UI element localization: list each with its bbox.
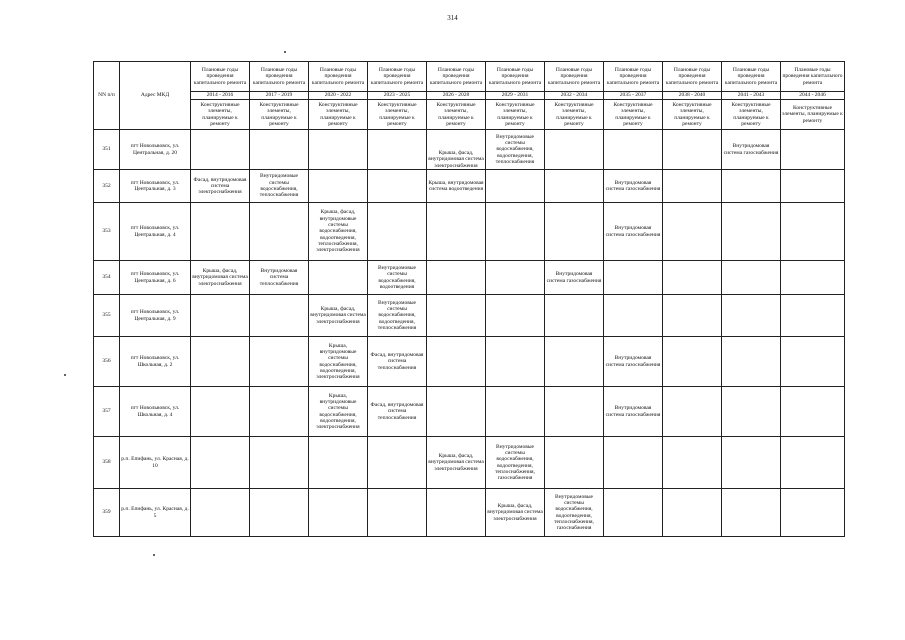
work-cell: Внутридомовая система газоснабжения xyxy=(604,387,663,437)
work-cell xyxy=(722,261,781,295)
work-cell xyxy=(781,130,845,170)
table-row xyxy=(94,130,845,170)
period-label: Плановые годы проведения капитального ремонта xyxy=(781,62,845,92)
row-number: 351 xyxy=(94,130,120,170)
elements-label-row xyxy=(94,100,845,130)
elements-label: Конструктивные элементы, планируемые к ремонту xyxy=(309,100,368,130)
work-cell xyxy=(486,170,545,203)
work-cell: Крыша, внутридомовые системы водоснабжения, водоотведения, электроснабжения xyxy=(309,387,368,437)
work-cell xyxy=(250,387,309,437)
work-cell xyxy=(545,437,604,489)
scan-speck xyxy=(284,51,286,53)
table-row xyxy=(94,489,845,537)
period-label: Плановые годы проведения капитального ремонта xyxy=(722,62,781,92)
row-address: пгт Новольвовск, ул. Школьная, д. 2 xyxy=(120,337,191,387)
work-cell xyxy=(722,203,781,261)
scan-speck xyxy=(64,374,66,376)
work-cell: Внутридомовая система газоснабжения xyxy=(604,337,663,387)
work-cell xyxy=(663,130,722,170)
period-years: 2029 - 2031 xyxy=(486,92,545,100)
work-cell xyxy=(368,489,427,537)
period-label: Плановые годы проведения капитального ремонта xyxy=(663,62,722,92)
table-row xyxy=(94,170,845,203)
period-label: Плановые годы проведения капитального ремонта xyxy=(427,62,486,92)
table-row xyxy=(94,203,845,261)
column-header-number: NN п/п xyxy=(94,62,120,130)
row-address: пгт Новольвовск, ул. Центральная, д. 20 xyxy=(120,130,191,170)
period-years-row xyxy=(94,92,845,100)
work-cell xyxy=(427,203,486,261)
table-row xyxy=(94,295,845,337)
row-address: пгт Новольвовск, ул. Центральная, д. 3 xyxy=(120,170,191,203)
work-cell xyxy=(545,387,604,437)
work-cell xyxy=(781,261,845,295)
work-cell xyxy=(781,203,845,261)
row-number: 354 xyxy=(94,261,120,295)
work-cell xyxy=(663,170,722,203)
period-years: 2032 - 2034 xyxy=(545,92,604,100)
work-cell xyxy=(663,203,722,261)
work-cell xyxy=(309,130,368,170)
period-label: Плановые годы проведения капитального ремонта xyxy=(309,62,368,92)
work-cell xyxy=(250,130,309,170)
period-label: Плановые годы проведения капитального ремонта xyxy=(604,62,663,92)
work-cell xyxy=(545,203,604,261)
work-cell: Внутридомовая система теплоснабжения xyxy=(250,261,309,295)
work-cell xyxy=(191,203,250,261)
work-cell xyxy=(663,295,722,337)
work-cell xyxy=(781,170,845,203)
elements-label: Конструктивные элементы, планируемые к ремонту xyxy=(663,100,722,130)
work-cell xyxy=(663,437,722,489)
period-label: Плановые годы проведения капитального ремонта xyxy=(545,62,604,92)
elements-label: Конструктивные элементы, планируемые к ремонту xyxy=(250,100,309,130)
work-cell: Внутридомовые системы водоснабжения, теплоснабжения xyxy=(250,170,309,203)
elements-label: Конструктивные элементы, планируемые к ремонту xyxy=(604,100,663,130)
work-cell xyxy=(250,437,309,489)
work-cell xyxy=(722,337,781,387)
period-label: Плановые годы проведения капитального ремонта xyxy=(368,62,427,92)
work-cell: Крыша, фасад, внутридомовая система электроснабжения xyxy=(427,437,486,489)
period-years: 2035 - 2037 xyxy=(604,92,663,100)
work-cell xyxy=(427,295,486,337)
work-cell xyxy=(604,295,663,337)
work-cell xyxy=(486,337,545,387)
elements-label: Конструктивные элементы, планируемые к ремонту xyxy=(545,100,604,130)
work-cell xyxy=(663,489,722,537)
work-cell xyxy=(663,387,722,437)
work-cell xyxy=(604,261,663,295)
elements-label: Конструктивные элементы, планируемые к ремонту xyxy=(781,100,845,130)
work-cell xyxy=(604,489,663,537)
page-number: 314 xyxy=(447,14,458,22)
work-cell: Фасад, внутридомовая система теплоснабжения xyxy=(368,387,427,437)
period-years: 2044 - 2046 xyxy=(781,92,845,100)
scan-speck xyxy=(153,554,155,556)
work-cell xyxy=(545,337,604,387)
work-cell: Крыша, фасад, внутридомовая система электроснабжения xyxy=(486,489,545,537)
work-cell xyxy=(781,437,845,489)
elements-label: Конструктивные элементы, планируемые к ремонту xyxy=(427,100,486,130)
period-label: Плановые годы проведения капитального ремонта xyxy=(486,62,545,92)
row-number: 358 xyxy=(94,437,120,489)
column-header-address: Адрес МКД xyxy=(120,62,191,130)
work-cell xyxy=(545,170,604,203)
work-cell xyxy=(427,337,486,387)
work-cell xyxy=(309,489,368,537)
row-number: 353 xyxy=(94,203,120,261)
work-cell xyxy=(604,130,663,170)
work-cell xyxy=(722,387,781,437)
period-years: 2017 - 2019 xyxy=(250,92,309,100)
work-cell: Фасад, внутридомовая система теплоснабжения xyxy=(368,337,427,387)
work-cell xyxy=(722,170,781,203)
work-cell xyxy=(781,489,845,537)
work-cell xyxy=(604,437,663,489)
work-cell xyxy=(486,261,545,295)
work-cell xyxy=(427,387,486,437)
work-cell xyxy=(663,261,722,295)
period-years: 2038 - 2040 xyxy=(663,92,722,100)
work-cell xyxy=(368,130,427,170)
work-cell xyxy=(663,337,722,387)
work-cell xyxy=(309,437,368,489)
row-address: пгт Новольвовск, ул. Центральная, д. 9 xyxy=(120,295,191,337)
work-cell xyxy=(191,387,250,437)
work-cell xyxy=(309,261,368,295)
row-number: 352 xyxy=(94,170,120,203)
row-number: 355 xyxy=(94,295,120,337)
work-cell: Внутридомовая система газоснабжения xyxy=(722,130,781,170)
work-cell xyxy=(309,170,368,203)
work-cell xyxy=(486,387,545,437)
work-cell: Внутридомовая система газоснабжения xyxy=(604,170,663,203)
work-cell xyxy=(722,489,781,537)
work-cell xyxy=(427,261,486,295)
table-row xyxy=(94,437,845,489)
elements-label: Конструктивные элементы, планируемые к ремонту xyxy=(722,100,781,130)
table-row xyxy=(94,261,845,295)
period-years: 2020 - 2022 xyxy=(309,92,368,100)
work-cell: Крыша, фасад, внутридомовая система электроснабжения xyxy=(191,261,250,295)
work-cell xyxy=(781,295,845,337)
row-address: пгт Новольвовск, ул. Школьная, д. 4 xyxy=(120,387,191,437)
period-years: 2041 - 2043 xyxy=(722,92,781,100)
work-cell: Внутридомовая система газоснабжения xyxy=(604,203,663,261)
work-cell xyxy=(486,295,545,337)
work-cell xyxy=(191,337,250,387)
period-years: 2014 - 2016 xyxy=(191,92,250,100)
work-cell xyxy=(368,437,427,489)
work-cell xyxy=(191,489,250,537)
work-cell xyxy=(722,295,781,337)
work-cell xyxy=(191,130,250,170)
work-cell: Крыша, фасад, внутридомовые системы водоснабжения, водоотведения, теплоснабжения, электроснабжения xyxy=(309,203,368,261)
work-cell: Крыша, фасад, внутридомовая система электроснабжения xyxy=(309,295,368,337)
work-cell xyxy=(545,130,604,170)
work-cell xyxy=(722,437,781,489)
elements-label: Конструктивные элементы, планируемые к ремонту xyxy=(191,100,250,130)
work-cell xyxy=(781,337,845,387)
work-cell xyxy=(191,437,250,489)
work-cell: Внутридомовые системы водоснабжения, водоотведения, теплоснабжения, газоснабжения xyxy=(486,437,545,489)
period-label: Плановые годы проведения капитального ремонта xyxy=(191,62,250,92)
row-address: р.п. Епифань, ул. Красная, д. 10 xyxy=(120,437,191,489)
work-cell xyxy=(250,295,309,337)
period-years: 2026 - 2028 xyxy=(427,92,486,100)
period-label-row xyxy=(94,62,845,92)
table-row xyxy=(94,337,845,387)
work-cell: Внутридомовые системы водоснабжения, водоотведения, теплоснабжения xyxy=(486,130,545,170)
row-number: 359 xyxy=(94,489,120,537)
work-cell: Крыша, внутридомовая система водоотведения xyxy=(427,170,486,203)
row-number: 356 xyxy=(94,337,120,387)
work-cell xyxy=(781,387,845,437)
elements-label: Конструктивные элементы, планируемые к ремонту xyxy=(368,100,427,130)
work-cell: Внутридомовые системы водоснабжения, водоотведения xyxy=(368,261,427,295)
row-address: р.п. Епифань, ул. Красная, д. 5 xyxy=(120,489,191,537)
elements-label: Конструктивные элементы, планируемые к ремонту xyxy=(486,100,545,130)
work-cell xyxy=(250,203,309,261)
row-address: пгт Новольвовск, ул. Центральная, д. 6 xyxy=(120,261,191,295)
work-cell xyxy=(368,170,427,203)
table-row xyxy=(94,387,845,437)
row-number: 357 xyxy=(94,387,120,437)
repair-plan-table xyxy=(93,61,845,537)
work-cell: Крыша, фасад, внутридомовая система электроснабжения xyxy=(427,130,486,170)
work-cell xyxy=(486,203,545,261)
period-label: Плановые годы проведения капитального ремонта xyxy=(250,62,309,92)
work-cell xyxy=(191,295,250,337)
work-cell xyxy=(250,337,309,387)
work-cell: Крыша, внутридомовые системы водоснабжения, водоотведения, электроснабжения xyxy=(309,337,368,387)
work-cell: Внутридомовые системы водоснабжения, водоотведения, теплоснабжения xyxy=(368,295,427,337)
period-years: 2023 - 2025 xyxy=(368,92,427,100)
work-cell xyxy=(368,203,427,261)
work-cell xyxy=(545,295,604,337)
work-cell: Внутридомовые системы водоснабжения, водоотведения, теплоснабжения, газоснабжения xyxy=(545,489,604,537)
work-cell: Внутридомовая система газоснабжения xyxy=(545,261,604,295)
work-cell xyxy=(250,489,309,537)
work-cell xyxy=(427,489,486,537)
row-address: пгт Новольвовск, ул. Центральная, д. 4 xyxy=(120,203,191,261)
work-cell: Фасад, внутридомовая система электроснабжения xyxy=(191,170,250,203)
